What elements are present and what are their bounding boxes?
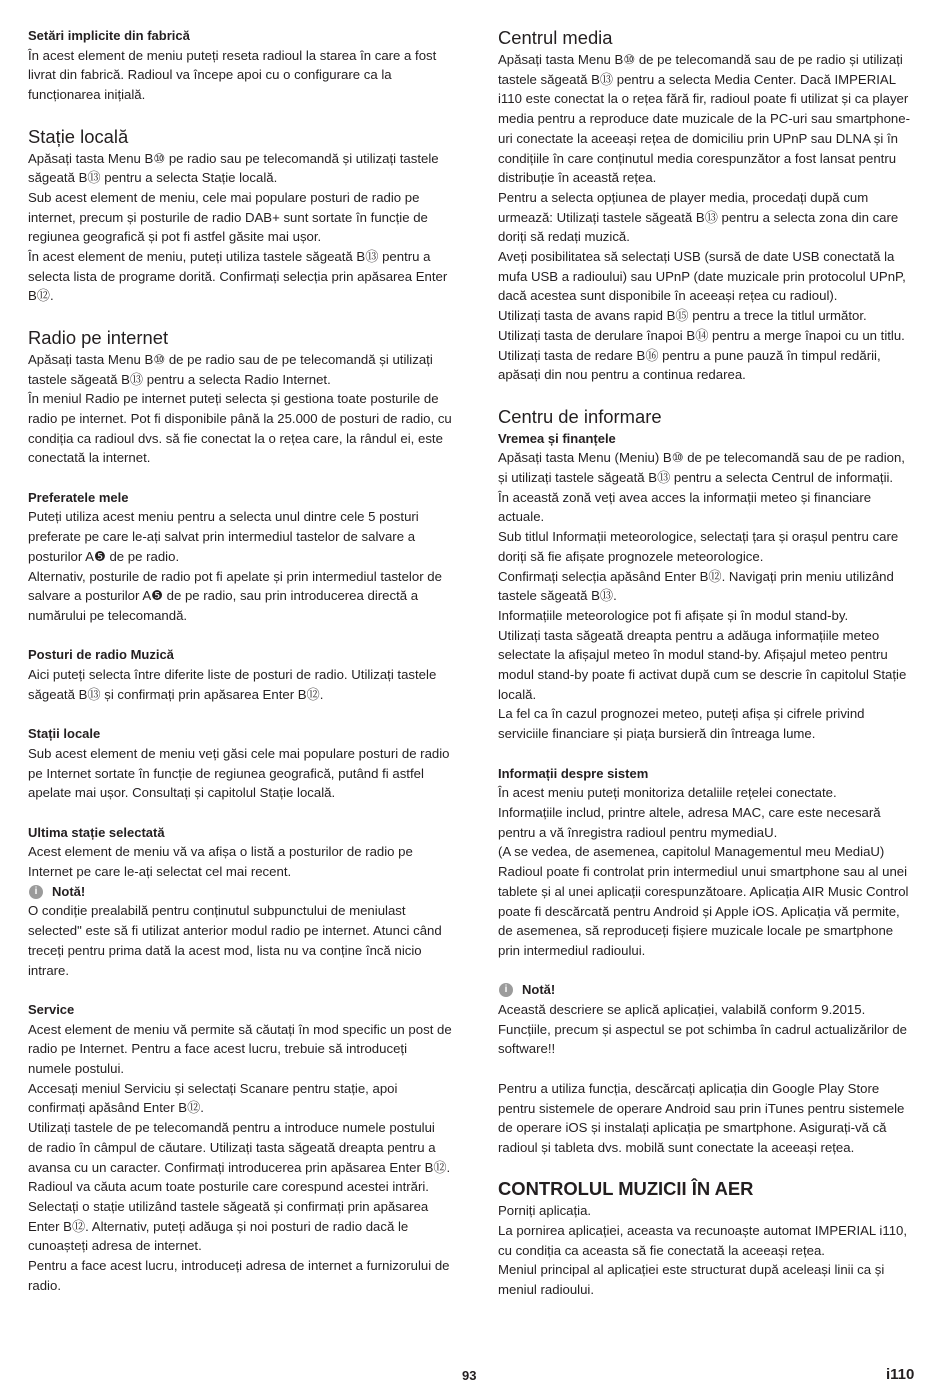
paragraph: Alternativ, posturile de radio pot fi apelate și prin intermediul tastelor de salvare a posturilor A❺ de pe radio, sau prin introducerea directă a numărului pe telecomandă. bbox=[28, 568, 442, 623]
paragraph: Sub titlul Informații meteorologice, selectați țara și orașul pentru care doriți să fie afișate prognozele meteorologice. bbox=[498, 529, 899, 564]
chapter-heading: CONTROLUL MUZICII ÎN AER bbox=[498, 1178, 754, 1200]
paragraph: Apăsați tasta Menu B⑩ de pe radio sau de pe telecomandă și utilizați tastele săgeată B⑬ pentru a selecta Radio Internet. bbox=[28, 351, 433, 387]
section-heading: Stație locală bbox=[28, 125, 129, 147]
spacer bbox=[28, 626, 453, 646]
paragraph: Sub acest element de meniu veți găsi cele mai populare posturi de radio pe Internet sortate în funcție de regiunea geografică, putând fi astfel apelate mai ușor. Consultați și capitolul Stație locală. bbox=[28, 745, 450, 801]
paragraph: În această zonă veți avea acces la informații meteo și financiare actuale. bbox=[498, 489, 872, 525]
note-heading bbox=[498, 980, 918, 1000]
paragraph: Apăsați tasta Menu B⑩ de pe telecomandă sau de pe radio și utilizați tastele săgeată B⑬ pentru a selecta Media Center. Dacă IMPERIAL i110 este conectat la o rețea fără fir, radioul poate fi utilizat și ca player media pentru a reproduce date muzicale de la PC-uri sau smartphone-uri conectate la aceeași rețea de domiciliu prin UPnP sau DLNA și în condițiile în care conținutul media corespunzător a fost lansat pentru distribuție în această rețea. bbox=[498, 52, 910, 186]
section-heading: Centru de informare bbox=[498, 405, 662, 427]
spacer bbox=[28, 105, 453, 125]
page-number: 93 bbox=[462, 1368, 477, 1383]
model-name: i110 bbox=[886, 1366, 915, 1383]
paragraph: Acest element de meniu vă permite să căutați în mod specific un post de radio pe Internet. Pentru a face acest lucru, trebuie să introduceți numele postului. bbox=[28, 1021, 452, 1077]
subsection-heading: Vremea și finanțele bbox=[498, 430, 616, 446]
paragraph: În meniul Radio pe internet puteți selecta și gestiona toate posturile de radio pe internet. Pot fi disponibile până la 25.000 de posturi de radio, cu condiția ca radioul dvs. să fie conectat la o rețea care, la rândul ei, este conectată la internet. bbox=[28, 391, 452, 466]
info-icon: i bbox=[499, 983, 513, 997]
subsection-heading: Posturi de radio Muzică bbox=[28, 647, 174, 663]
paragraph: Aveți posibilitatea să selectați USB (sursă de date USB conectată la mufa USB a radioului) sau UPnP (date muzicale prin protocolul UPnP, dacă acestea sunt disponibile în aceeași rețea cu radioul). bbox=[498, 249, 906, 304]
paragraph: Sub acest element de meniu, cele mai populare posturi de radio pe internet, precum și posturile de radio DAB+ sunt sortate în funcție de regiunea geografică și pot fi astfel găsite mai ușor. bbox=[28, 189, 428, 245]
paragraph: Utilizați tastele de pe telecomandă pentru a introduce numele postului de radio în câmpul de căutare. Utilizați tasta săgeată dreapta pentru a avansa cu un caracter. Confirmați introducerea prin apăsarea Enter B⑫. bbox=[28, 1120, 451, 1175]
paragraph: O condiție prealabilă pentru conținutul subpunctului de meniulast selected" este să fi utilizat anterior modul radio pe internet. Atunci când treceți pentru prima dată la acest mod, lista nu va conține încă nicio intrare. bbox=[28, 903, 442, 978]
note-label: Notă! bbox=[52, 883, 86, 899]
paragraph: Utilizați tasta de avans rapid B⑮ pentru a trece la titlul următor. bbox=[498, 308, 867, 324]
paragraph: Această descriere se aplică aplicației, valabilă conform 9.2015. Funcțiile, precum și aspectul se pot schimba în cadrul actualizărilor de software!! bbox=[498, 1002, 907, 1057]
spacer bbox=[28, 468, 453, 488]
paragraph: Pentru a utiliza funcția, descărcați aplicația din Google Play Store pentru sistemele de operare Android sau prin iTunes pentru sistemele de operare iOS și instalați aplicația pe smartphone. Asigurați-vă că radioul și tableta dvs. mobilă sunt conectate la aceeași rețea. bbox=[498, 1080, 905, 1155]
paragraph: (A se vedea, de asemenea, capitolul Managementul meu MediaU) bbox=[498, 844, 885, 860]
paragraph: Accesați meniul Serviciu și selectați Scanare pentru stație, apoi confirmați apăsând Enter B⑫. bbox=[28, 1080, 398, 1116]
paragraph: Acest element de meniu vă va afișa o listă a posturilor de radio pe Internet pe care le-ați selectat cel mai recent. bbox=[28, 844, 413, 880]
paragraph: La pornirea aplicației, aceasta va recunoaște automat IMPERIAL i110, cu condiția ca aceasta să fie conectată la aceeași rețea. bbox=[498, 1223, 908, 1258]
spacer bbox=[28, 980, 453, 1000]
spacer bbox=[28, 306, 453, 326]
paragraph: Radioul va căuta acum toate posturile care corespund acestei intrări. Selectați o stație utilizând tastele săgeată și confirmați prin apăsarea Enter B⑫. Alternativ, puteți adăuga și noi posturi de radio dacă le cunoașteți adresa de internet. bbox=[28, 1179, 429, 1254]
paragraph: Utilizați tasta de derulare înapoi B⑭ pentru a merge înapoi cu un titlu. bbox=[498, 327, 905, 343]
right-column bbox=[498, 26, 918, 1300]
note-label: Notă! bbox=[522, 982, 556, 998]
left-column bbox=[28, 26, 453, 1295]
spacer bbox=[498, 1158, 918, 1178]
subsection-heading: Preferatele mele bbox=[28, 489, 129, 505]
paragraph: Utilizați tasta săgeată dreapta pentru a adăuga informațiile meteo selectate la afișajul meteo în modul stand-by. Afișajul meteo pentru modul stand-by poate fi activat după cum se descrie în capitolul Stație locală. bbox=[498, 627, 907, 702]
paragraph: În acest meniu puteți monitoriza detaliile rețelei conectate. bbox=[498, 785, 837, 801]
spacer bbox=[498, 961, 918, 981]
subsection-heading: Stații locale bbox=[28, 726, 101, 742]
info-icon: i bbox=[29, 885, 43, 899]
paragraph: Puteți utiliza acest meniu pentru a selecta unul dintre cele 5 posturi preferate pe care le-ați salvat prin intermediul tastelor de salvare a posturilor A❺ de pe radio. bbox=[28, 509, 419, 564]
spacer bbox=[498, 385, 918, 405]
note-heading bbox=[28, 882, 453, 902]
section-heading: Centrul media bbox=[498, 27, 613, 48]
paragraph: Aici puteți selecta între diferite liste de posturi de radio. Utilizați tastele săgeată B⑬ și confirmați prin apăsarea Enter B⑫. bbox=[28, 667, 437, 702]
spacer bbox=[28, 803, 453, 823]
section-heading: Radio pe internet bbox=[28, 326, 169, 348]
paragraph: Apăsați tasta Menu (Meniu) B⑩ de pe telecomandă sau de pe radion, și utilizați tastele săgeată B⑬ pentru a selecta Centrul de informații. bbox=[498, 450, 905, 486]
subsection-heading: Ultima stație selectată bbox=[28, 824, 165, 840]
paragraph: La fel ca în cazul prognozei meteo, puteți afișa și cifrele privind serviciile financiare și piața bursieră din întreaga lume. bbox=[498, 706, 865, 742]
subsection-heading: Service bbox=[28, 1001, 75, 1017]
spacer bbox=[498, 744, 918, 764]
paragraph: În acest element de meniu, puteți utiliza tastele săgeată B⑬ pentru a selecta lista de programe dorită. Confirmați selecția prin apăsarea Enter B⑫. bbox=[28, 249, 448, 304]
subsection-heading: Setări implicite din fabrică bbox=[28, 28, 190, 43]
paragraph: Pentru a selecta opțiunea de player media, procedați după cum urmează: Utilizați tastele săgeată B⑬ pentru a selecta zona din care doriți să redați muzică. bbox=[498, 189, 899, 245]
paragraph: În acest element de meniu puteți reseta radioul la starea în care a fost livrat din fabrică. Radioul va începe apoi cu o configurare ca la funcționarea inițială. bbox=[28, 47, 437, 103]
paragraph: Apăsați tasta Menu B⑩ pe radio sau pe telecomandă și utilizați tastele săgeată B⑬ pentru a selecta Stație locală. bbox=[28, 150, 439, 186]
subsection-heading: Informații despre sistem bbox=[498, 765, 649, 781]
paragraph: Informațiile includ, printre altele, adresa MAC, care este necesară pentru a vă înregistra radioul pentru mymediaU. bbox=[498, 804, 881, 840]
paragraph: Porniți aplicația. bbox=[498, 1203, 592, 1219]
paragraph: Pentru a face acest lucru, introduceți adresa de internet a furnizorului de radio. bbox=[28, 1258, 450, 1293]
paragraph: Informațiile meteorologice pot fi afișate și în modul stand-by. bbox=[498, 607, 849, 623]
paragraph: Utilizați tasta de redare B⑯ pentru a pune pauză în timpul redării, apăsați din nou pentru a continua redarea. bbox=[498, 347, 881, 383]
spacer bbox=[498, 1059, 918, 1079]
paragraph: Radioul poate fi controlat prin intermediul unui smartphone sau al unei tablete și al unei aplicații corespunzătoare. Aplicația AIR Music Control poate fi descărcată pentru Android și Apple iOS. Aplicația vă permite, de asemenea, să reproduceți fișiere muzicale locale pe smartphone prin intermediul radioului. bbox=[498, 864, 909, 958]
paragraph: Meniul principal al aplicației este structurat după aceleași linii ca și meniul radioului. bbox=[498, 1262, 885, 1298]
spacer bbox=[28, 704, 453, 724]
paragraph: Confirmați selecția apăsând Enter B⑫. Navigați prin meniu utilizând tastele săgeată B⑬. bbox=[498, 568, 894, 604]
